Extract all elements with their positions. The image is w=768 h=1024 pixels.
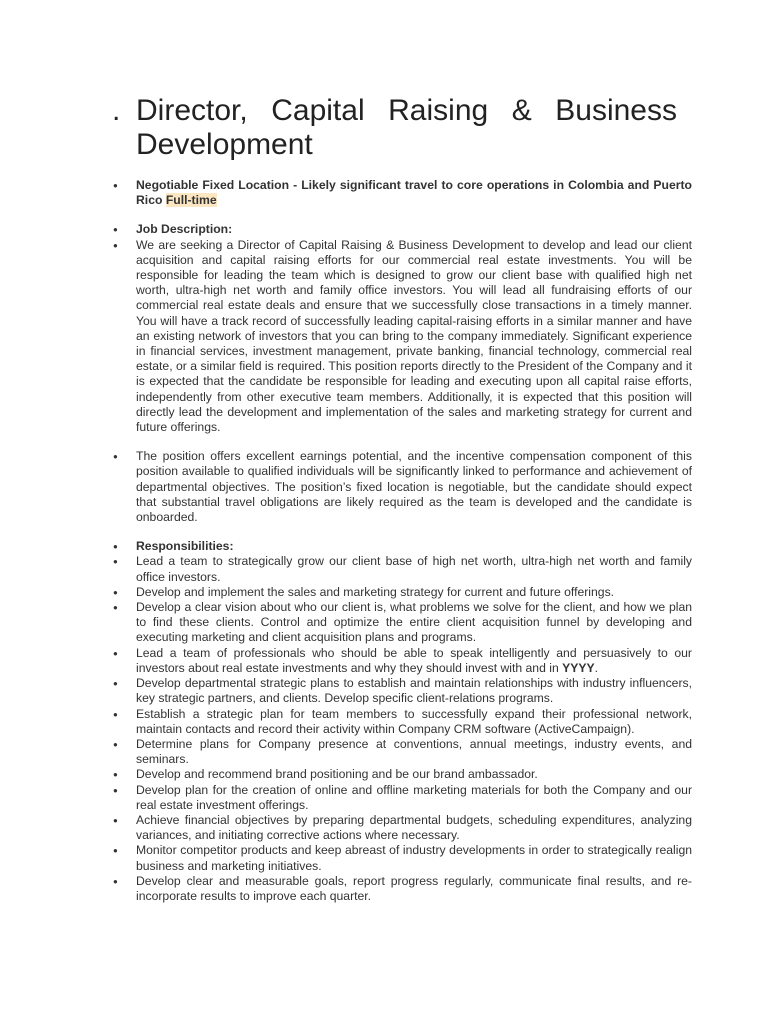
- job-posting-body: [112, 178, 692, 904]
- location-text: Negotiable Fixed Location - Likely significant travel to core operations in Colombia and Puerto Rico: [136, 178, 692, 208]
- employment-type-badge: Full-time: [165, 193, 217, 208]
- title-bullet: .: [112, 94, 121, 127]
- job-description-heading: ● Job Description:: [112, 222, 692, 237]
- job-title-block: [112, 94, 677, 162]
- responsibility-text: Lead a team of professionals who should be able to speak intelligently and persuasively to our investors about real estate investments and why they should invest with and in: [136, 645, 692, 675]
- responsibility-item: ● Develop a clear vision about who our client is, what problems we solve for the client, and how we plan to find these clients. Control and optimize the entire client acquisition funnel by developing and executing marketing and client acquisition plans and programs.: [112, 600, 692, 646]
- responsibility-item: [112, 646, 692, 676]
- location-item: [112, 178, 692, 208]
- job-title-line-1: Director, Capital Raising & Business: [136, 94, 677, 127]
- responsibility-item: ● Develop plan for the creation of online and offline marketing materials for both the Company and our real estate investment offerings.: [112, 783, 692, 813]
- sentence-period: .: [594, 660, 599, 675]
- responsibility-item: ● Lead a team to strategically grow our client base of high net worth, ultra-high net worth and family office investors.: [112, 554, 692, 584]
- job-title: [136, 94, 677, 162]
- responsibilities-heading: ● Responsibilities:: [112, 539, 692, 554]
- responsibility-item: ● Develop and implement the sales and marketing strategy for current and future offerings.: [112, 585, 692, 600]
- responsibility-item: ● Develop departmental strategic plans to establish and maintain relationships with industry influencers, key strategic partners, and clients. Develop specific client-relations programs.: [112, 676, 692, 706]
- responsibility-item: ● Achieve financial objectives by preparing departmental budgets, scheduling expenditures, analyzing variances, and initiating corrective actions where necessary.: [112, 813, 692, 843]
- responsibility-item: ● Establish a strategic plan for team members to successfully expand their professional network, maintain contacts and record their activity within Company CRM software (ActiveCampaign).: [112, 707, 692, 737]
- job-description-paragraph: ● We are seeking a Director of Capital Raising & Business Development to develop and lead our client acquisition and capital raising efforts for our commercial real estate investments. You will be responsible for leading the team which is designed to grow our client base with qualified high net worth, ultra-high net worth and family office investors. You will lead all fundraising efforts of our commercial real estate deals and ensure that we successfully close transactions in a timely manner. You will have a track record of successfully leading capital-raising efforts in a similar manner and have an existing network of investors that you can bring to the company immediately. Significant experience in financial services, investment management, private banking, financial technology, commercial real estate, or a similar field is required. This position reports directly to the President of the Company and it is expected that the candidate be responsible for leading and executing upon all capital raise efforts, independently from other executive team members. Additionally, it is expected that this position will directly lead the development and implementation of the sales and marketing strategy for current and future offerings.: [112, 238, 692, 436]
- compensation-paragraph: ● The position offers excellent earnings potential, and the incentive compensation component of this position available to qualified individuals will be significantly linked to performance and achievement of departmental objectives. The position’s fixed location is negotiable, but the candidate should expect that substantial travel obligations are likely required as the team is developed and the candidate is onboarded.: [112, 449, 692, 525]
- company-placeholder: YYYY: [562, 660, 595, 675]
- job-title-line-2: Development: [136, 128, 313, 161]
- responsibility-item: ● Monitor competitor products and keep abreast of industry developments in order to strategically realign business and marketing initiatives.: [112, 843, 692, 873]
- responsibility-item: ● Develop clear and measurable goals, report progress regularly, communicate final results, and re-incorporate results to improve each quarter.: [112, 874, 692, 904]
- responsibility-item: ● Develop and recommend brand positioning and be our brand ambassador.: [112, 767, 692, 782]
- responsibility-item: ● Determine plans for Company presence at conventions, annual meetings, industry events, and seminars.: [112, 737, 692, 767]
